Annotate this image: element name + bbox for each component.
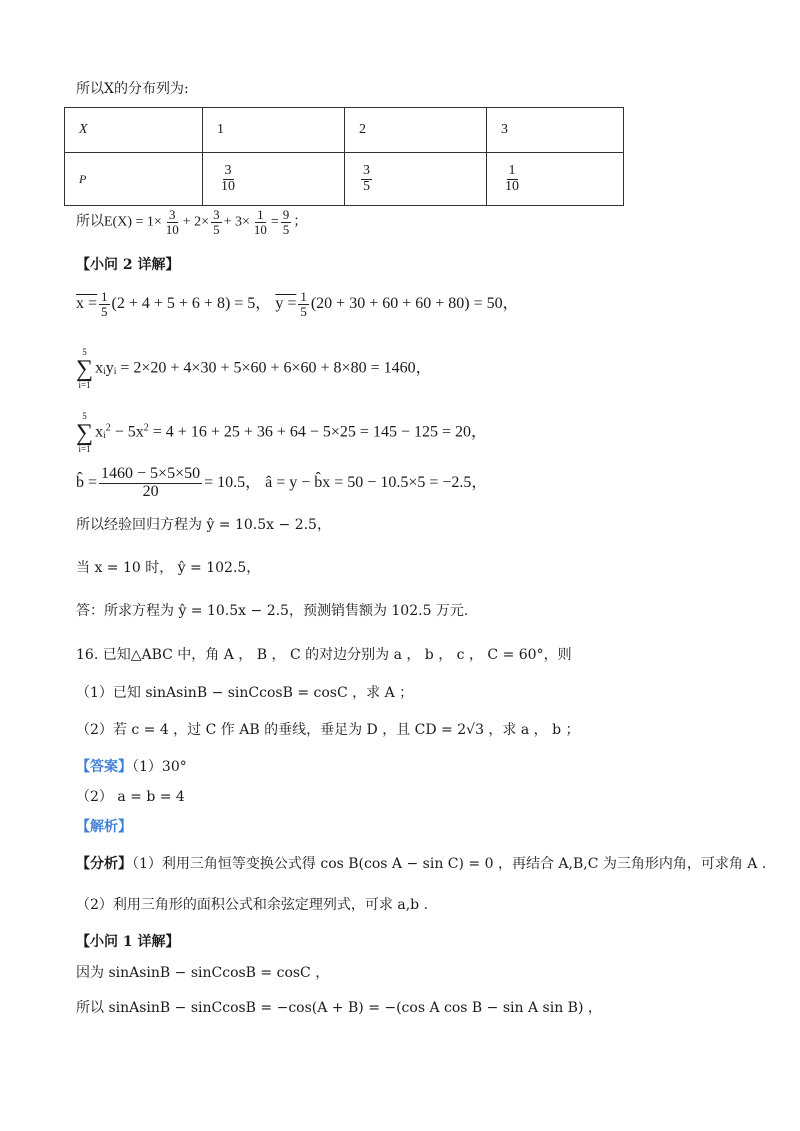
bhat-line: b̂ = $\frac{1460 - 5\times 5\times 50}{20}$ = 10.5， â = y − b̂x = 50 − 10.5×5 = −2.5， bbox=[76, 465, 488, 500]
distribution-intro: 所以X的分布列为: bbox=[76, 81, 189, 97]
sum-xy-line: 5 ∑ i=1 xᵢyᵢ = 2×20 + 4×30 + 5×60 + 6×60 + 8×80 = 1460， bbox=[76, 347, 432, 390]
table-header-1: 1 bbox=[203, 108, 345, 153]
fenxi-1-line: 【分析】（1）利用三角恒等变换公式得 cos B(cos A − sin C) = 0 ，再结合 A,B,C 为三角形内角，可求角 A . bbox=[76, 856, 767, 872]
table-header-2: 2 bbox=[345, 108, 487, 153]
prob-2: $\frac{3}{5}$ bbox=[363, 162, 370, 194]
table-header-x: X bbox=[65, 108, 203, 153]
when-line: 当 x = 10 时， ŷ = 102.5， bbox=[76, 560, 261, 576]
table-p-label: P bbox=[65, 153, 203, 206]
fenxi-tag: 【分析】 bbox=[76, 856, 132, 872]
because-line: 因为 sinAsinB − sinCcosB = cosC ， bbox=[76, 965, 330, 981]
prob-3: $\frac{1}{10}$ bbox=[505, 162, 519, 194]
fenxi-2-line: （2）利用三角形的面积公式和余弦定理列式，可求 a,b . bbox=[76, 897, 429, 913]
so-line: 所以 sinAsinB − sinCcosB = −cos(A + B) = −(cos A cos B − sin A sin B) ， bbox=[76, 1000, 602, 1016]
table-header-3: 3 bbox=[487, 108, 624, 153]
answer-tag: 【答案】 bbox=[76, 759, 132, 775]
answer-block bbox=[76, 760, 187, 774]
expectation-line: 所以E(X) = 1× $\frac{3}{10}$ + 2× $\frac{3}{5}$ + 3× $\frac{1}{10}$ = $\frac{9}{5}$ ； bbox=[76, 207, 308, 237]
answer-2: （2） a = b = 4 bbox=[76, 789, 185, 805]
sum-x2-line: 5 ∑ i=1 xᵢ$^2$ − $5x^2 = 4 + 16 + 25 + 36 + 64 - 5\times 25 = 145 - 125 = 20$， bbox=[76, 411, 488, 454]
means-line: x = $\frac{1}{5}$ (2 + 4 + 5 + 6 + 8) = 5， y = $\frac{1}{5}$ (20 + 30 + 60 + 60 + 80) = 50， bbox=[76, 289, 519, 319]
question-16-part1: （1）已知 sinAsinB − sinCcosB = cosC ，求 A ； bbox=[76, 685, 414, 701]
analysis-tag: 【解析】 bbox=[76, 819, 132, 835]
regression-line: 所以经验回归方程为 ŷ = 10.5x − 2.5， bbox=[76, 517, 331, 533]
question-16-part2: （2）若 c = 4 ，过 C 作 AB 的垂线，垂足为 D ，且 CD = 2√3 ，求 a ， b ； bbox=[76, 722, 580, 738]
sub2-title: 【小问 2 详解】 bbox=[76, 257, 180, 273]
distribution-table bbox=[64, 107, 624, 206]
answer-line: 答：所求方程为 ŷ = 10.5x − 2.5，预测销售额为 102.5 万元. bbox=[76, 603, 469, 619]
answer-1: （1）30° bbox=[132, 759, 187, 775]
sub1-title: 【小问 1 详解】 bbox=[76, 934, 180, 950]
prob-1: $\frac{3}{10}$ bbox=[221, 162, 235, 194]
question-16: 16. 已知△ABC 中，角 A ， B ， C 的对边分别为 a ， b ， c ， C = 60°，则 bbox=[76, 647, 572, 663]
